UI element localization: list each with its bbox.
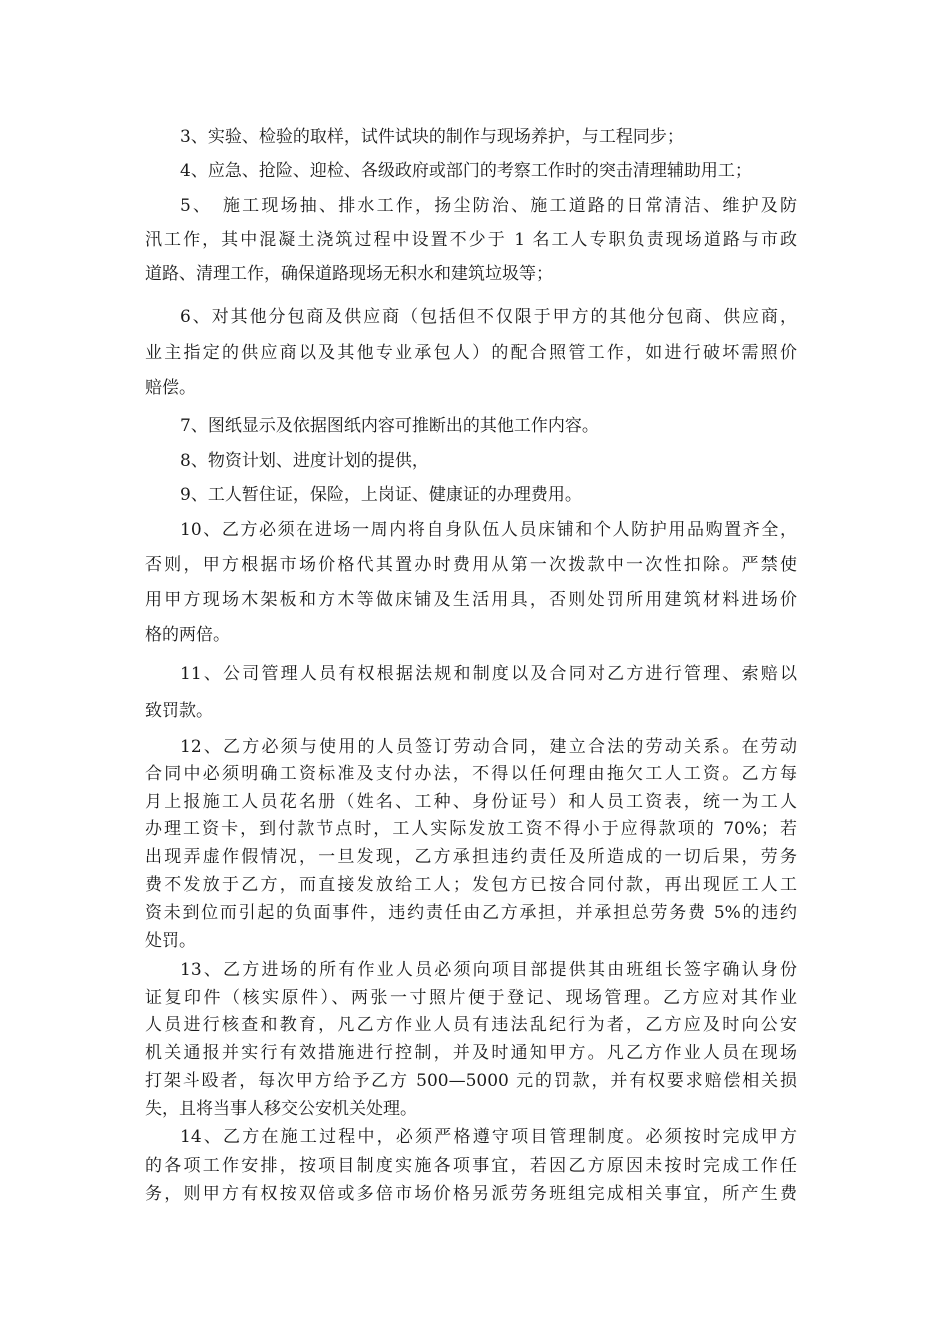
text-line: 办理工资卡，到付款节点时，工人实际发放工资不得小于应得款项的 70%；若 [145,819,797,839]
text-line: 8、物资计划、进度计划的提供， [180,451,429,471]
text-line: 机关通报并实行有效措施进行控制，并及时通知甲方。凡乙方作业人员在现场 [145,1043,797,1063]
text-line: 6、对其他分包商及供应商（包括但不仅限于甲方的其他分包商、供应商， [180,307,797,327]
text-line: 打架斗殴者，每次甲方给予乙方 500—5000 元的罚款，并有权要求赔偿相关损 [145,1071,797,1091]
text-line: 月上报施工人员花名册（姓名、工种、身份证号）和人员工资表，统一为工人 [145,792,797,812]
text-line: 道路、清理工作，确保道路现场无积水和建筑垃圾等； [145,264,553,284]
text-line: 7、图纸显示及依据图纸内容可推断出的其他工作内容。 [180,416,599,436]
text-line: 12、乙方必须与使用的人员签订劳动合同，建立合法的劳动关系。在劳动 [180,737,797,757]
text-line: 的各项工作安排，按项目制度实施各项事宜，若因乙方原因未按时完成工作任 [145,1156,797,1176]
text-line: 证复印件（核实原件）、两张一寸照片便于登记、现场管理。乙方应对其作业 [145,988,797,1008]
text-line: 合同中必须明确工资标准及支付办法，不得以任何理由拖欠工人工资。乙方每 [145,764,797,784]
text-line: 务，则甲方有权按双倍或多倍市场价格另派劳务班组完成相关事宜，所产生费 [145,1184,797,1204]
text-line: 3、实验、检验的取样，试件试块的制作与现场养护，与工程同步； [180,127,684,147]
text-line: 10、乙方必须在进场一周内将自身队伍人员床铺和个人防护用品购置齐全， [180,520,797,540]
text-line: 汛工作，其中混凝土浇筑过程中设置不少于 1 名工人专职负责现场道路与市政 [145,230,797,250]
text-line: 11、公司管理人员有权根据法规和制度以及合同对乙方进行管理、索赔以 [180,664,797,684]
text-line: 否则，甲方根据市场价格代其置办时费用从第一次拨款中一次性扣除。严禁使 [145,555,797,575]
text-line: 5、 施工现场抽、排水工作，扬尘防治、施工道路的日常清洁、维护及防 [180,196,797,216]
text-line: 致罚款。 [145,701,213,721]
text-line: 9、工人暂住证，保险，上岗证、健康证的办理费用。 [180,485,582,505]
text-line: 用甲方现场木架板和方木等做床铺及生活用具，否则处罚所用建筑材料进场价 [145,590,797,610]
text-line: 业主指定的供应商以及其他专业承包人）的配合照管工作，如进行破坏需照价 [145,343,797,363]
text-line: 14、乙方在施工过程中，必须严格遵守项目管理制度。必须按时完成甲方 [180,1127,797,1147]
text-line: 失，且将当事人移交公安机关处理。 [145,1099,417,1119]
text-line: 资未到位而引起的负面事件，违约责任由乙方承担，并承担总劳务费 5%的违约 [145,903,797,923]
text-line: 处罚。 [145,931,196,951]
text-line: 赔偿。 [145,378,196,398]
text-line: 出现弄虚作假情况，一旦发现，乙方承担违约责任及所造成的一切后果，劳务 [145,847,797,867]
text-line: 4、应急、抢险、迎检、各级政府或部门的考察工作时的突击清理辅助用工； [180,161,752,181]
text-line: 费不发放于乙方，而直接发放给工人；发包方已按合同付款，再出现匠工人工 [145,875,797,895]
text-line: 格的两倍。 [145,625,230,645]
text-line: 人员进行核查和教育，凡乙方作业人员有违法乱纪行为者，乙方应及时向公安 [145,1015,797,1035]
text-line: 13、乙方进场的所有作业人员必须向项目部提供其由班组长签字确认身份 [180,960,797,980]
